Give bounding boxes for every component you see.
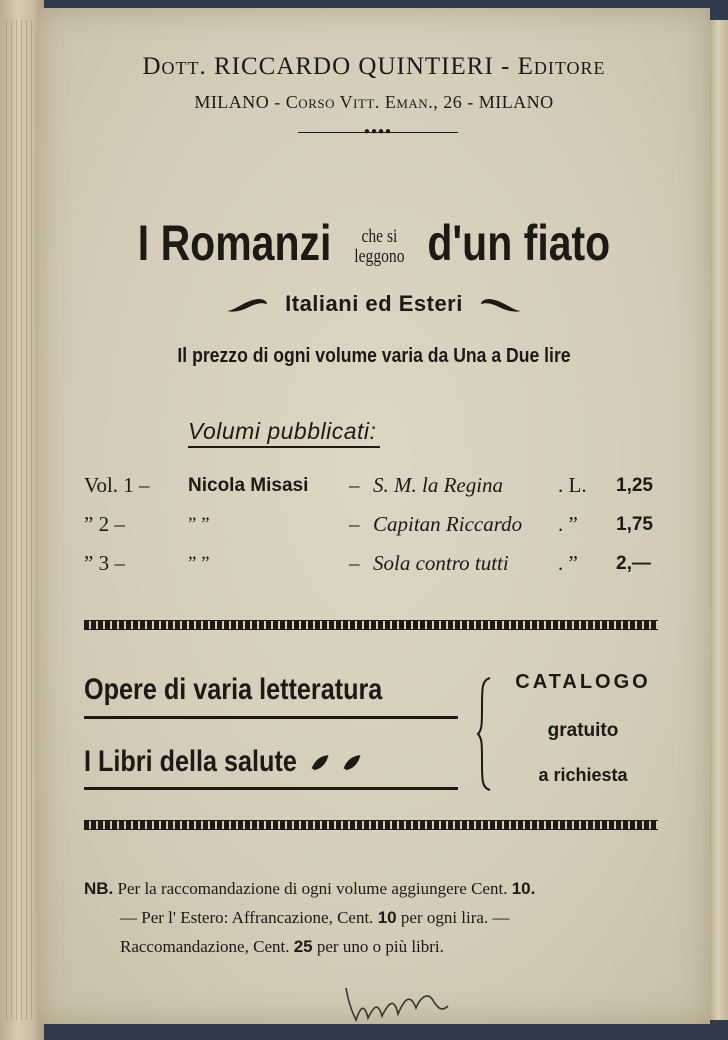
works-underline — [84, 716, 458, 719]
series-title-right: d'un fiato — [427, 215, 611, 271]
volume-price: 1,25 — [616, 475, 653, 496]
series-title-small — [354, 227, 404, 267]
publisher-name: Dott. RICCARDO QUINTIERI - Editore — [142, 53, 606, 80]
note-label: NB. — [84, 879, 114, 898]
note-text: Raccomandazione, Cent. — [120, 937, 290, 956]
note-amount: 25 — [293, 937, 313, 956]
title-small-top: che si — [361, 225, 398, 247]
note-amount: 10 — [377, 908, 397, 927]
volume-author: ” ” — [188, 514, 210, 535]
volume-title: Sola contro tutti — [373, 551, 509, 575]
volume-price: 1,75 — [616, 514, 653, 535]
volume-row — [84, 473, 664, 512]
note-amount: 10. — [511, 879, 536, 898]
works-underline — [84, 787, 458, 790]
volume-row — [84, 551, 664, 590]
volume-currency: . L. — [558, 473, 587, 497]
leaf-ornament-icon — [343, 754, 361, 772]
catalog-free: gratuito — [547, 720, 619, 741]
volume-number: ” 3 – — [84, 551, 125, 575]
note-text: per uno o più libri. — [316, 937, 444, 956]
title-small-bottom: leggono — [354, 245, 405, 267]
subtitle-text: Italiani ed Esteri — [285, 291, 463, 316]
price-note: Il prezzo di ogni volume varia da Una a Due lire — [177, 345, 571, 367]
volume-dash: – — [349, 473, 360, 497]
catalog-title: CATALOGO — [515, 671, 651, 693]
note-line-1 — [84, 874, 658, 903]
ornament-dots: ●●●● — [363, 126, 393, 137]
series-subtitle — [38, 291, 710, 317]
works-line-2-text: I Libri della salute — [84, 745, 297, 778]
note-line-2 — [84, 903, 658, 932]
note-text: per ogni lira. — — [400, 908, 510, 927]
volume-author: ” ” — [188, 553, 210, 574]
volume-row — [84, 512, 664, 551]
page-edge — [708, 20, 728, 1020]
dotted-divider — [84, 820, 658, 830]
note-text: Per la raccomandazione di ogni volume aggiungere Cent. — [117, 879, 508, 898]
volumes-list — [84, 473, 664, 590]
publisher-address: MILANO - Corso Vitt. Eman., 26 - MILANO — [194, 92, 554, 112]
book-page — [38, 8, 710, 1024]
note-text: — Per l' Estero: Affrancazione, Cent. — [120, 908, 374, 927]
volume-title: S. M. la Regina — [373, 473, 504, 497]
volume-currency: . ” — [558, 512, 578, 536]
volume-price: 2,— — [616, 553, 651, 574]
leaf-ornament-icon — [311, 754, 329, 772]
series-title-left: I Romanzi — [137, 215, 332, 271]
swash-left-icon — [225, 296, 269, 314]
volume-currency: . ” — [558, 551, 578, 575]
works-line-1: Opere di varia letteratura — [84, 673, 383, 706]
dotted-divider — [84, 620, 658, 630]
volumes-heading: Volumi pubblicati: — [188, 418, 380, 448]
volume-number: ” 2 – — [84, 512, 125, 536]
catalog-request: a richiesta — [538, 765, 628, 785]
handwritten-mark — [338, 978, 478, 1026]
volume-dash: – — [349, 551, 360, 575]
shipping-note — [84, 874, 658, 961]
note-line-3 — [84, 932, 658, 961]
series-title — [98, 213, 649, 273]
curly-brace-icon — [476, 676, 494, 792]
volume-title: Capitan Riccardo — [373, 512, 523, 536]
swash-right-icon — [479, 296, 523, 314]
volume-dash: – — [349, 512, 360, 536]
volume-author: Nicola Misasi — [188, 475, 309, 496]
volume-number: Vol. 1 – — [84, 473, 150, 497]
works-line-2 — [84, 745, 361, 779]
